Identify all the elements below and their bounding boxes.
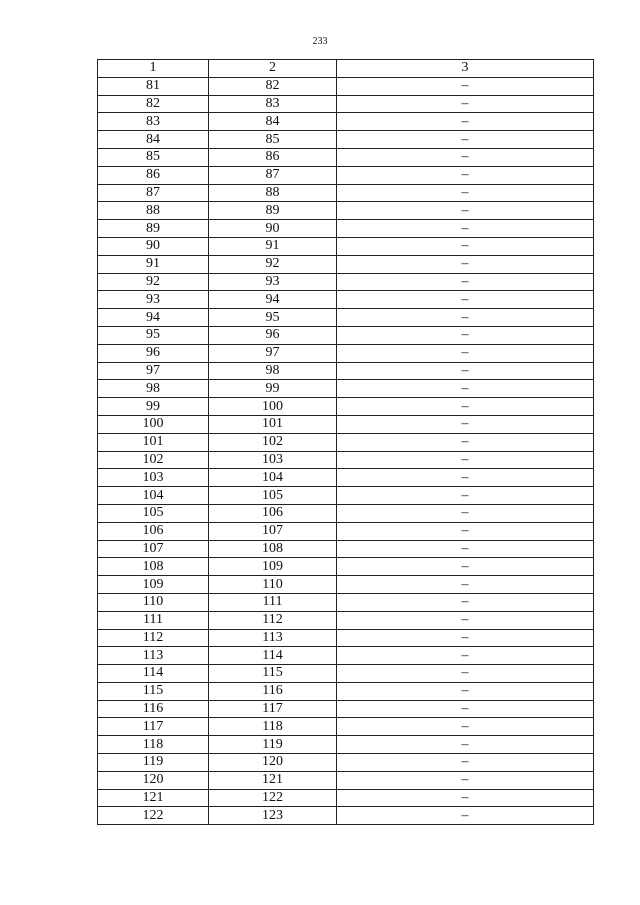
table-cell-col-1: 106 xyxy=(98,522,209,540)
table-cell-col-1: 122 xyxy=(98,807,209,825)
table-cell-col-1: 92 xyxy=(98,273,209,291)
table-cell-col-1: 101 xyxy=(98,433,209,451)
table-cell-col-2: 99 xyxy=(209,380,337,398)
table-row xyxy=(98,237,594,255)
table-cell-col-3: – xyxy=(337,380,594,398)
table-cell-col-2: 118 xyxy=(209,718,337,736)
page-number: 233 xyxy=(312,36,328,47)
table-cell-col-1: 118 xyxy=(98,736,209,754)
table-cell-col-1: 110 xyxy=(98,593,209,611)
table-cell-col-2: 123 xyxy=(209,807,337,825)
table-cell-col-1: 100 xyxy=(98,415,209,433)
table-cell-col-2: 85 xyxy=(209,131,337,149)
data-table xyxy=(97,59,594,825)
table-cell-col-3: – xyxy=(337,398,594,416)
table-cell-col-2: 95 xyxy=(209,309,337,327)
table-cell-col-3: – xyxy=(337,255,594,273)
table-cell-col-2: 97 xyxy=(209,344,337,362)
table-row xyxy=(98,220,594,238)
table-cell-col-1: 88 xyxy=(98,202,209,220)
table-cell-col-2: 108 xyxy=(209,540,337,558)
table-cell-col-3: – xyxy=(337,95,594,113)
table-cell-col-3: – xyxy=(337,540,594,558)
table-cell-col-3: – xyxy=(337,504,594,522)
table-cell-col-1: 93 xyxy=(98,291,209,309)
table-row xyxy=(98,131,594,149)
table-cell-col-1: 84 xyxy=(98,131,209,149)
table-cell-col-3: – xyxy=(337,647,594,665)
table-cell-col-3: – xyxy=(337,771,594,789)
table-row xyxy=(98,255,594,273)
table-row xyxy=(98,184,594,202)
column-header-2: 2 xyxy=(209,60,337,78)
table-cell-col-1: 82 xyxy=(98,95,209,113)
table-cell-col-3: – xyxy=(337,291,594,309)
table-row xyxy=(98,451,594,469)
table-row xyxy=(98,771,594,789)
table-cell-col-3: – xyxy=(337,682,594,700)
column-header-1: 1 xyxy=(98,60,209,78)
table-cell-col-2: 106 xyxy=(209,504,337,522)
table-cell-col-2: 109 xyxy=(209,558,337,576)
table-row xyxy=(98,202,594,220)
table-cell-col-3: – xyxy=(337,700,594,718)
table-row xyxy=(98,754,594,772)
table-cell-col-1: 94 xyxy=(98,309,209,327)
table-cell-col-2: 116 xyxy=(209,682,337,700)
table-cell-col-2: 100 xyxy=(209,398,337,416)
table-cell-col-3: – xyxy=(337,148,594,166)
table-row xyxy=(98,647,594,665)
table-cell-col-2: 110 xyxy=(209,576,337,594)
table-cell-col-2: 101 xyxy=(209,415,337,433)
table-cell-col-1: 105 xyxy=(98,504,209,522)
table-cell-col-1: 83 xyxy=(98,113,209,131)
table-cell-col-1: 103 xyxy=(98,469,209,487)
table-cell-col-1: 120 xyxy=(98,771,209,789)
table-row xyxy=(98,273,594,291)
table-cell-col-2: 121 xyxy=(209,771,337,789)
table-cell-col-3: – xyxy=(337,754,594,772)
table-body xyxy=(98,77,594,824)
table-cell-col-2: 93 xyxy=(209,273,337,291)
table-header xyxy=(98,60,594,78)
table-cell-col-1: 109 xyxy=(98,576,209,594)
header-row xyxy=(98,60,594,78)
table-cell-col-3: – xyxy=(337,433,594,451)
table-cell-col-1: 98 xyxy=(98,380,209,398)
table-cell-col-1: 95 xyxy=(98,326,209,344)
table-cell-col-2: 115 xyxy=(209,665,337,683)
table-row xyxy=(98,611,594,629)
table-cell-col-2: 86 xyxy=(209,148,337,166)
table-row xyxy=(98,291,594,309)
table-row xyxy=(98,593,594,611)
table-row xyxy=(98,415,594,433)
table-row xyxy=(98,629,594,647)
table-row xyxy=(98,558,594,576)
table-cell-col-2: 103 xyxy=(209,451,337,469)
table-cell-col-2: 107 xyxy=(209,522,337,540)
table-cell-col-2: 96 xyxy=(209,326,337,344)
table-row xyxy=(98,380,594,398)
table-cell-col-3: – xyxy=(337,309,594,327)
table-row xyxy=(98,433,594,451)
table-cell-col-1: 104 xyxy=(98,487,209,505)
table-row xyxy=(98,398,594,416)
table-cell-col-2: 89 xyxy=(209,202,337,220)
table-cell-col-2: 84 xyxy=(209,113,337,131)
table-row xyxy=(98,326,594,344)
table-cell-col-2: 117 xyxy=(209,700,337,718)
table-cell-col-2: 82 xyxy=(209,77,337,95)
table-cell-col-3: – xyxy=(337,611,594,629)
table-cell-col-3: – xyxy=(337,789,594,807)
table-cell-col-1: 102 xyxy=(98,451,209,469)
table-cell-col-1: 90 xyxy=(98,237,209,255)
table-row xyxy=(98,718,594,736)
table-row xyxy=(98,309,594,327)
table-row xyxy=(98,522,594,540)
table-cell-col-2: 94 xyxy=(209,291,337,309)
table-cell-col-1: 115 xyxy=(98,682,209,700)
table-cell-col-2: 112 xyxy=(209,611,337,629)
table-cell-col-1: 85 xyxy=(98,148,209,166)
table-cell-col-3: – xyxy=(337,576,594,594)
table-cell-col-1: 87 xyxy=(98,184,209,202)
table-cell-col-1: 91 xyxy=(98,255,209,273)
table-cell-col-3: – xyxy=(337,113,594,131)
table-cell-col-1: 99 xyxy=(98,398,209,416)
table-cell-col-1: 121 xyxy=(98,789,209,807)
table-cell-col-1: 86 xyxy=(98,166,209,184)
table-cell-col-2: 91 xyxy=(209,237,337,255)
table-cell-col-3: – xyxy=(337,736,594,754)
table-row xyxy=(98,700,594,718)
table-row xyxy=(98,682,594,700)
table-cell-col-3: – xyxy=(337,131,594,149)
table-cell-col-3: – xyxy=(337,487,594,505)
table-cell-col-2: 114 xyxy=(209,647,337,665)
table-cell-col-1: 113 xyxy=(98,647,209,665)
table-cell-col-3: – xyxy=(337,665,594,683)
table-row xyxy=(98,77,594,95)
table-cell-col-2: 88 xyxy=(209,184,337,202)
table-cell-col-1: 116 xyxy=(98,700,209,718)
table-row xyxy=(98,166,594,184)
table-cell-col-1: 112 xyxy=(98,629,209,647)
table-cell-col-1: 96 xyxy=(98,344,209,362)
table-cell-col-3: – xyxy=(337,718,594,736)
table-cell-col-3: – xyxy=(337,558,594,576)
table-cell-col-1: 111 xyxy=(98,611,209,629)
table-row xyxy=(98,540,594,558)
column-header-3: 3 xyxy=(337,60,594,78)
table-cell-col-1: 108 xyxy=(98,558,209,576)
table-cell-col-2: 113 xyxy=(209,629,337,647)
table-cell-col-3: – xyxy=(337,202,594,220)
table-cell-col-2: 83 xyxy=(209,95,337,113)
table-cell-col-2: 120 xyxy=(209,754,337,772)
table-cell-col-3: – xyxy=(337,593,594,611)
table-row xyxy=(98,362,594,380)
table-cell-col-3: – xyxy=(337,451,594,469)
table-row xyxy=(98,504,594,522)
table-cell-col-3: – xyxy=(337,166,594,184)
table-cell-col-3: – xyxy=(337,522,594,540)
table-cell-col-1: 117 xyxy=(98,718,209,736)
table-row xyxy=(98,113,594,131)
table-cell-col-2: 90 xyxy=(209,220,337,238)
table-cell-col-2: 122 xyxy=(209,789,337,807)
table-row xyxy=(98,789,594,807)
table-cell-col-1: 81 xyxy=(98,77,209,95)
table-cell-col-3: – xyxy=(337,415,594,433)
table-row xyxy=(98,736,594,754)
table-cell-col-3: – xyxy=(337,220,594,238)
table-cell-col-2: 92 xyxy=(209,255,337,273)
table-cell-col-2: 102 xyxy=(209,433,337,451)
table-cell-col-2: 87 xyxy=(209,166,337,184)
table-cell-col-3: – xyxy=(337,469,594,487)
table-row xyxy=(98,95,594,113)
table-cell-col-3: – xyxy=(337,184,594,202)
table-row xyxy=(98,469,594,487)
table-row xyxy=(98,807,594,825)
table-cell-col-2: 105 xyxy=(209,487,337,505)
table-cell-col-3: – xyxy=(337,273,594,291)
table-row xyxy=(98,148,594,166)
table-cell-col-1: 97 xyxy=(98,362,209,380)
table-row xyxy=(98,487,594,505)
table-row xyxy=(98,576,594,594)
table-cell-col-3: – xyxy=(337,362,594,380)
table-cell-col-1: 89 xyxy=(98,220,209,238)
table-cell-col-3: – xyxy=(337,807,594,825)
table-cell-col-3: – xyxy=(337,629,594,647)
table-cell-col-3: – xyxy=(337,237,594,255)
table-cell-col-1: 107 xyxy=(98,540,209,558)
table-cell-col-2: 119 xyxy=(209,736,337,754)
table-cell-col-3: – xyxy=(337,326,594,344)
table-cell-col-1: 119 xyxy=(98,754,209,772)
table-cell-col-2: 111 xyxy=(209,593,337,611)
table-cell-col-2: 98 xyxy=(209,362,337,380)
table-cell-col-2: 104 xyxy=(209,469,337,487)
table-cell-col-3: – xyxy=(337,344,594,362)
table-cell-col-1: 114 xyxy=(98,665,209,683)
table-row xyxy=(98,344,594,362)
table-row xyxy=(98,665,594,683)
table-cell-col-3: – xyxy=(337,77,594,95)
